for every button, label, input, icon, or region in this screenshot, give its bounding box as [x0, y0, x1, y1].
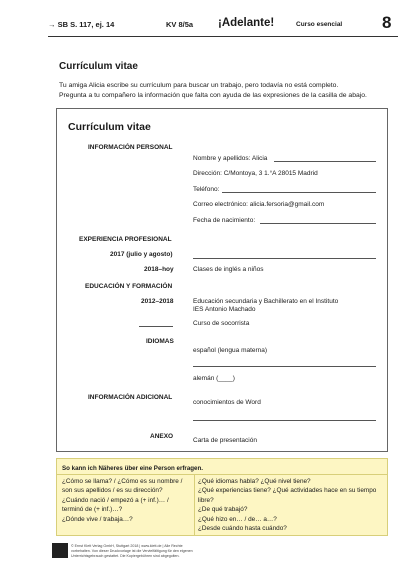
help-question: ¿Qué experiencias tiene? ¿Qué actividades hace en su tiempo — [198, 487, 377, 495]
language-blank-line[interactable] — [193, 366, 376, 367]
help-box-column-divider — [194, 475, 195, 535]
section-annex: ANEXO — [150, 433, 174, 440]
help-question: ¿Dónde vive / trabaja…? — [62, 515, 133, 523]
help-question: terminó de (+ inf.)…? — [62, 506, 123, 514]
help-question: ¿Qué idiomas habla? ¿Qué nivel tiene? — [198, 478, 311, 485]
help-question: ¿Cuándo nació / empezó a (+ inf.)… / — [62, 496, 169, 504]
unit-number: 8 — [382, 13, 392, 32]
language-2: alemán (____) — [193, 375, 235, 382]
task-title: Currículum vitae — [59, 61, 138, 72]
experience-1-blank-line[interactable] — [193, 258, 376, 259]
help-question: ¿De qué trabajó? — [198, 506, 248, 514]
field-birthdate: Fecha de nacimiento: — [193, 217, 256, 224]
section-languages: IDIOMAS — [146, 338, 174, 345]
book-title: ¡Adelante! — [218, 17, 275, 29]
copyright-footer — [71, 544, 193, 559]
course-name: Curso esencial — [296, 21, 343, 28]
language-1: español (lengua materna) — [193, 347, 268, 354]
annex-item-1: Carta de presentación — [193, 437, 257, 444]
birthdate-blank-line[interactable] — [260, 223, 376, 224]
help-box-rule — [56, 474, 388, 475]
field-address: Dirección: C/Montoya, 3 1.°A 28015 Madrid — [193, 170, 318, 177]
education-entry-1-line-2: IES Antonio Machado — [193, 306, 256, 313]
education-date-2-blank-line[interactable] — [139, 326, 173, 327]
education-date-1: 2012–2018 — [141, 298, 174, 305]
header-divider — [48, 36, 398, 37]
intro-line-2: Pregunta a tu compañero la información que falta con ayuda de las expresiones de la casilla de abajo. — [59, 92, 367, 99]
field-name: Nombre y apellidos: Alicia — [193, 155, 268, 162]
field-email: Correo electrónico: alicia.fersoria@gmail.com — [193, 201, 325, 208]
klett-logo — [52, 543, 68, 558]
help-questions-right — [198, 477, 376, 533]
additional-item-1: conocimientos de Word — [193, 399, 261, 406]
field-phone: Teléfono: — [193, 186, 220, 193]
footer-line: vorbehalten. Von dieser Druckvorlage ist die Vervielfältigung für den eigenen — [71, 549, 193, 553]
intro-line-1: Tu amiga Alicia escribe su currículum para buscar un trabajo, pero todavía no está completo. — [59, 82, 339, 89]
help-question: ¿Cómo se llama? / ¿Cómo es su nombre / — [62, 478, 183, 485]
experience-date-2: 2018–hoy — [144, 266, 174, 273]
section-education: EDUCACIÓN Y FORMACIÓN — [85, 283, 173, 290]
help-question: ¿Qué hizo en… / de… a…? — [198, 515, 277, 523]
education-entry-2: Curso de socorrista — [193, 320, 250, 327]
help-question: son sus apellidos / es su dirección? — [62, 487, 163, 495]
section-personal-info: INFORMACIÓN PERSONAL — [88, 144, 173, 151]
page-header — [48, 13, 396, 34]
footer-line: © Ernst Klett Verlag GmbH, Stuttgart 2018 | www.klett.de | Alle Rechte — [71, 544, 183, 548]
cv-title: Currículum vitae — [68, 121, 151, 133]
section-additional-info: INFORMACIÓN ADICIONAL — [88, 394, 173, 401]
section-experience: EXPERIENCIA PROFESIONAL — [79, 236, 172, 243]
help-question: ¿Desde cuándo hasta cuándo? — [198, 525, 287, 533]
name-blank-line[interactable] — [274, 161, 376, 162]
textbook-reference: → SB S. 117, ej. 14 — [48, 20, 115, 29]
help-box-title: So kann ich Näheres über eine Person erfragen. — [62, 465, 203, 472]
help-question: libre? — [198, 496, 214, 504]
phone-blank-line[interactable] — [222, 192, 376, 193]
footer-line: Unterrichtsgebrauch gestattet. Die Kopiergebühren sind abgegolten. — [71, 554, 180, 558]
experience-date-1: 2017 (julio y agosto) — [110, 251, 173, 258]
experience-entry-2: Clases de inglés a niños — [193, 266, 264, 273]
worksheet-code: KV 8/5a — [166, 20, 194, 29]
additional-blank-line[interactable] — [193, 420, 376, 421]
education-entry-1-line-1: Educación secundaria y Bachillerato en el Instituto — [193, 298, 339, 305]
help-questions-left — [62, 477, 182, 524]
